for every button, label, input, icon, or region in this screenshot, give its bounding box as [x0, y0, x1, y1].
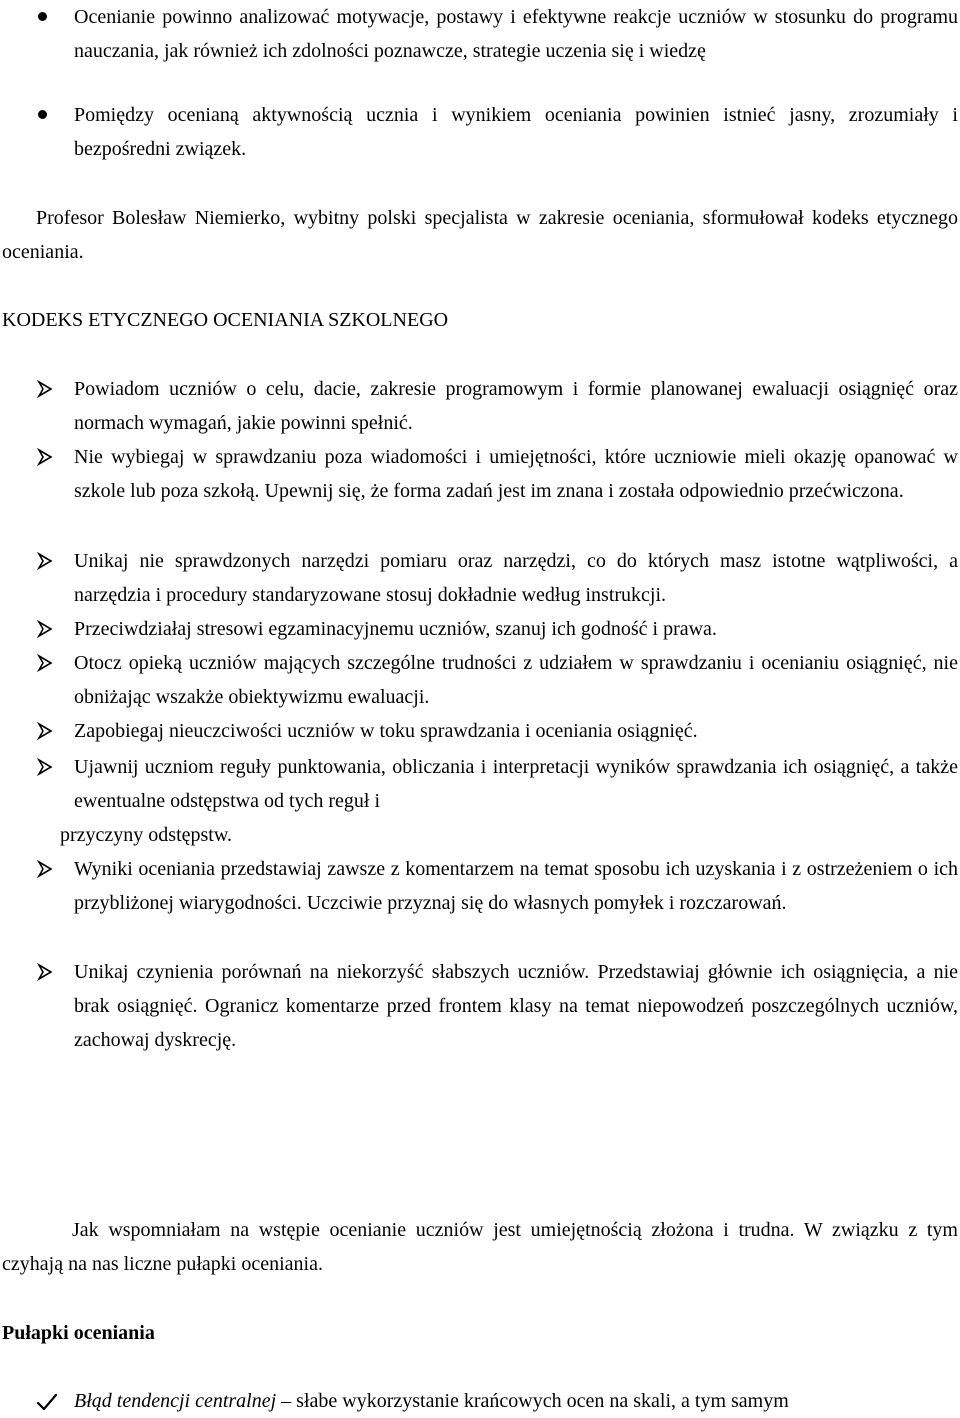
arrow-bullet-icon — [36, 758, 54, 776]
intro-paragraph: Profesor Bolesław Niemierko, wybitny polski specjalista w zakresie oceniania, sformułował kodeks etycznego oceniania. — [2, 207, 958, 263]
list-item-text: Wyniki oceniania przedstawiaj zawsze z komentarzem na temat sposobu ich uzyskania i z ostrzeżeniem o ich przybliżonej wiarygodności. Uczciwie przyznaj się do własnych pomyłek i rozczarowań. — [74, 858, 958, 914]
list-item-text: Unikaj nie sprawdzonych narzędzi pomiaru oraz narzędzi, co do których masz istotne wątpliwości, a narzędzia i procedury standaryzowane stosuj dokładnie według instrukcji. — [74, 550, 958, 606]
trap-description: – słabe wykorzystanie krańcowych ocen na skali, a tym samym — [276, 1390, 789, 1412]
arrow-bullet-icon — [36, 963, 54, 981]
arrow-bullet-icon — [36, 620, 54, 638]
arrow-bullet-icon — [36, 722, 54, 740]
list-item — [0, 852, 960, 920]
list-item-text: Pomiędzy ocenianą aktywnością ucznia i wynikiem oceniania powinien istnieć jasny, zrozumiały i bezpośredni związek. — [74, 104, 958, 160]
arrow-bullet-icon — [36, 380, 54, 398]
checkmark-icon — [36, 1392, 58, 1412]
list-item — [0, 372, 960, 440]
list-item — [0, 440, 960, 508]
code-heading: KODEKS ETYCZNEGO OCENIANIA SZKOLNEGO — [2, 309, 449, 331]
arrow-bullet-icon — [36, 860, 54, 878]
traps-heading: Pułapki oceniania — [2, 1322, 155, 1344]
arrow-bullet-icon — [36, 654, 54, 672]
list-item — [0, 612, 960, 646]
trap-term: Błąd tendencji centralnej — [74, 1390, 277, 1412]
arrow-bullet-icon — [36, 552, 54, 570]
list-item — [0, 0, 960, 68]
list-item-continuation: przyczyny odstępstw. — [60, 824, 232, 846]
list-item-text: Unikaj czynienia porównań na niekorzyść słabszych uczniów. Przedstawiaj głównie ich osiągnięcia, a nie brak osiągnięć. Ogranicz komentarze przed frontem klasy na temat niepowodzeń poszczególnych uczniów, zachowaj dyskrecję. — [74, 961, 958, 1051]
list-item-text: Ocenianie powinno analizować motywacje, postawy i efektywne reakcje uczniów w stosunku do programu nauczania, jak również ich zdolności poznawcze, strategie uczenia się i wiedzę — [74, 6, 958, 62]
list-item-text: Przeciwdziałaj stresowi egzaminacyjnemu uczniów, szanuj ich godność i prawa. — [74, 618, 717, 640]
list-item — [0, 646, 960, 714]
closing-paragraph: Jak wspomniałam na wstępie ocenianie uczniów jest umiejętnością złożona i trudna. W związku z tym czyhają na nas liczne pułapki oceniania. — [2, 1219, 958, 1275]
list-item-text: Ujawnij uczniom reguły punktowania, obliczania i interpretacji wyników sprawdzania ich osiągnięć, a także ewentualne odstępstwa od tych reguł i — [74, 756, 958, 812]
list-item-text: Nie wybiegaj w sprawdzaniu poza wiadomości i umiejętności, które uczniowie mieli okazję opanować w szkole lub poza szkołą. Upewnij się, że forma zadań jest im znana i została odpowiednio przećwiczona. — [74, 446, 958, 502]
bullet-dot-icon — [38, 110, 47, 119]
arrow-bullet-icon — [36, 448, 54, 466]
list-item — [0, 955, 960, 1057]
bullet-dot-icon — [38, 12, 47, 21]
list-item — [0, 750, 960, 818]
list-item-text: Zapobiegaj nieuczciwości uczniów w toku sprawdzania i oceniania osiągnięć. — [74, 720, 698, 742]
list-item — [0, 1384, 960, 1418]
list-item-text: Otocz opieką uczniów mających szczególne trudności z udziałem w sprawdzaniu i ocenianiu osiągnięć, nie obniżając wszakże obiektywizmu ewaluacji. — [74, 652, 958, 708]
list-item — [0, 544, 960, 612]
list-item-text: Powiadom uczniów o celu, dacie, zakresie programowym i formie planowanej ewaluacji osiągnięć oraz normach wymagań, jakie powinni spełnić. — [74, 378, 958, 434]
list-item — [0, 714, 960, 748]
list-item — [0, 98, 960, 166]
